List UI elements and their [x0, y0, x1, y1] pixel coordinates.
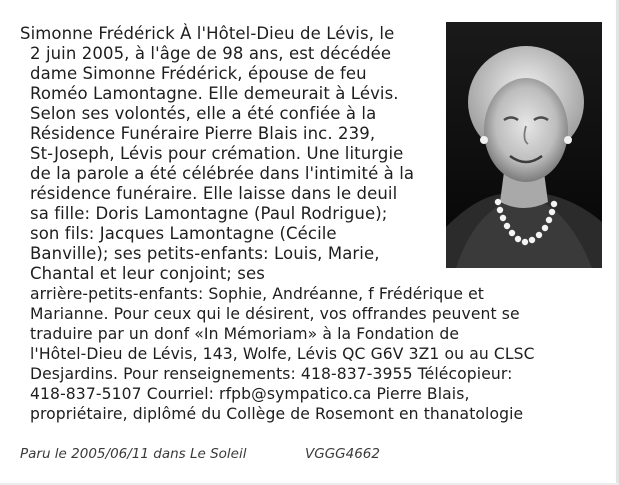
text-line: propriétaire, diplômé du Collège de Rosemont en thanatologie [30, 405, 524, 423]
text-line: Desjardins. Pour renseignements: 418-837-3955 Télécopieur: [30, 365, 513, 383]
text-line: son fils: Jacques Lamontagne (Cécile [30, 224, 337, 243]
text-line: Chantal et leur conjoint; ses [30, 264, 265, 283]
text-line: de la parole a été célébrée dans l'intimité à la [30, 164, 415, 183]
text-line: Marianne. Pour ceux qui le désirent, vos offrandes peuvent se [30, 305, 520, 323]
text-line: dame Simonne Frédérick, épouse de feu [30, 64, 367, 83]
text-line: Roméo Lamontagne. Elle demeurait à Lévis. [30, 84, 399, 103]
text-line: Selon ses volontés, elle a été confiée à la [30, 104, 377, 123]
text-line: Banville); ses petits-enfants: Louis, Marie, [30, 244, 380, 263]
text-line: St-Joseph, Lévis pour crémation. Une liturgie [30, 144, 404, 163]
publication-source: Paru le 2005/06/11 dans Le Soleil [20, 446, 247, 462]
text-line: sa fille: Doris Lamontagne (Paul Rodrigue); [30, 204, 388, 223]
reference-code: VGGG4662 [305, 446, 380, 462]
text-line: 418-837-5107 Courriel: rfpb@sympatico.ca Pierre Blais, [30, 385, 470, 403]
text-line: l'Hôtel-Dieu de Lévis, 143, Wolfe, Lévis QC G6V 3Z1 ou au CLSC [30, 345, 535, 363]
text-line: traduire par un donf «In Mémoriam» à la Fondation de [30, 325, 460, 343]
portrait-photo [446, 22, 602, 268]
text-line: 2 juin 2005, à l'âge de 98 ans, est décédée [30, 44, 392, 63]
text-line: Résidence Funéraire Pierre Blais inc. 239, [30, 124, 376, 143]
text-line: résidence funéraire. Elle laisse dans le deuil [30, 184, 398, 203]
text-line: Simonne Frédérick À l'Hôtel-Dieu de Lévis, le [20, 24, 395, 43]
portrait-illustration [446, 22, 602, 268]
text-line: arrière-petits-enfants: Sophie, Andréanne, f Frédérique et [30, 285, 484, 303]
